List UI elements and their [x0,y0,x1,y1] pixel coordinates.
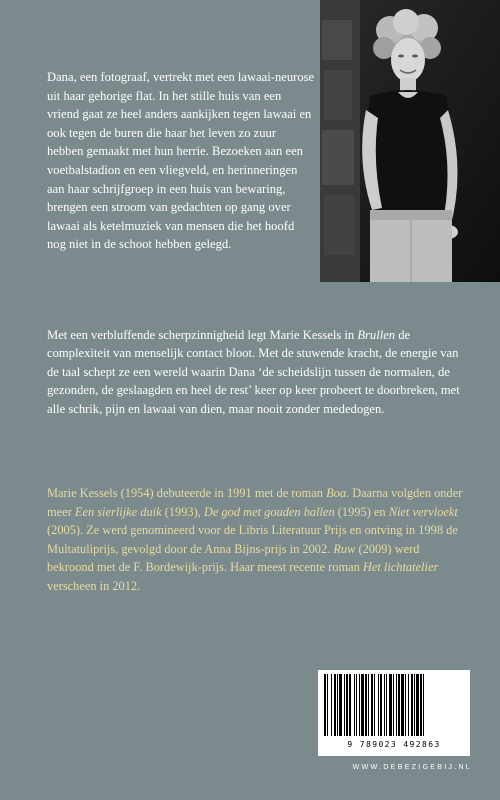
author-photo-image [320,0,500,282]
publisher-website: WWW.DEBEZIGEBIJ.NL [352,762,472,771]
bio-text: . Daarna volgden onder meer [47,486,463,519]
bio-title-god-gouden-ballen: De god met gouden ballen [203,504,335,519]
bio-title-sierlijke-duik: Een sierlijke duik [74,504,162,519]
synopsis-paragraph: Dana, een fotograaf, vertrekt met een lawaai-neurose uit haar gehorige flat. In het stille huis van een vriend gaat ze heel anders aankijken tegen lawaai en ook tegen de buren die haar het leven zo zuur hebben gemaakt met hun herrie. Bezoeken aan een voetbalstadion en een vliegveld, en herinneringen aan haar schrijfgroep in een huis van bewaring, brengen een stroom van gedachten op gang over lawaai als ketelmuziek van mensen die het hoofd nog niet in de schoot hebben gelegd. [47,70,315,252]
bio-title-boa: Boa [326,486,347,500]
bio-text: (2005). Ze werd genomineerd voor de Libris Literatuur Prijs en ontving in 1998 de Multatuliprijs, gevolgd door de Anna Bijns-prijs in 2002. [47,523,458,556]
bio-title-ruw: Ruw [333,541,356,556]
barcode-icon [322,674,466,738]
bio-title-lichtatelier: Het lichtatelier [362,560,439,575]
review-text-1: Met een verbluffende scherpzinnigheid legt Marie Kessels in [47,328,358,342]
bio-text: (1995) en [334,504,389,519]
review-text-2: de complexiteit van menselijk contact bloot. Met de stuwende kracht, de energie van de taal schept ze een wereld waarin Dana ‘de scheidslijn tussen de normalen, de gezonden, de geslaagden en heel de rest’ keer op keer probeert te doorbreken, met alle schrik, pijn en lawaai van dien, maar nooit zonder mededogen. [47,328,460,416]
bio-text: verscheen in 2012. [47,578,141,593]
isbn-barcode [318,670,470,756]
isbn-number: 9 789023 492863 [347,740,441,749]
bio-title-niet-vervloekt: Niet vervloekt [388,504,458,519]
bio-text: (1993), [161,504,204,519]
author-photo [320,0,500,282]
author-bio-paragraph [47,484,467,596]
review-paragraph [47,326,467,418]
book-title: Brullen [357,328,396,342]
bio-text: (2009) werd bekroond met de F. Bordewijk-prijs. Haar meest recente roman [47,541,420,575]
bio-text: Marie Kessels (1954) debuteerde in 1991 met de roman [47,486,327,500]
